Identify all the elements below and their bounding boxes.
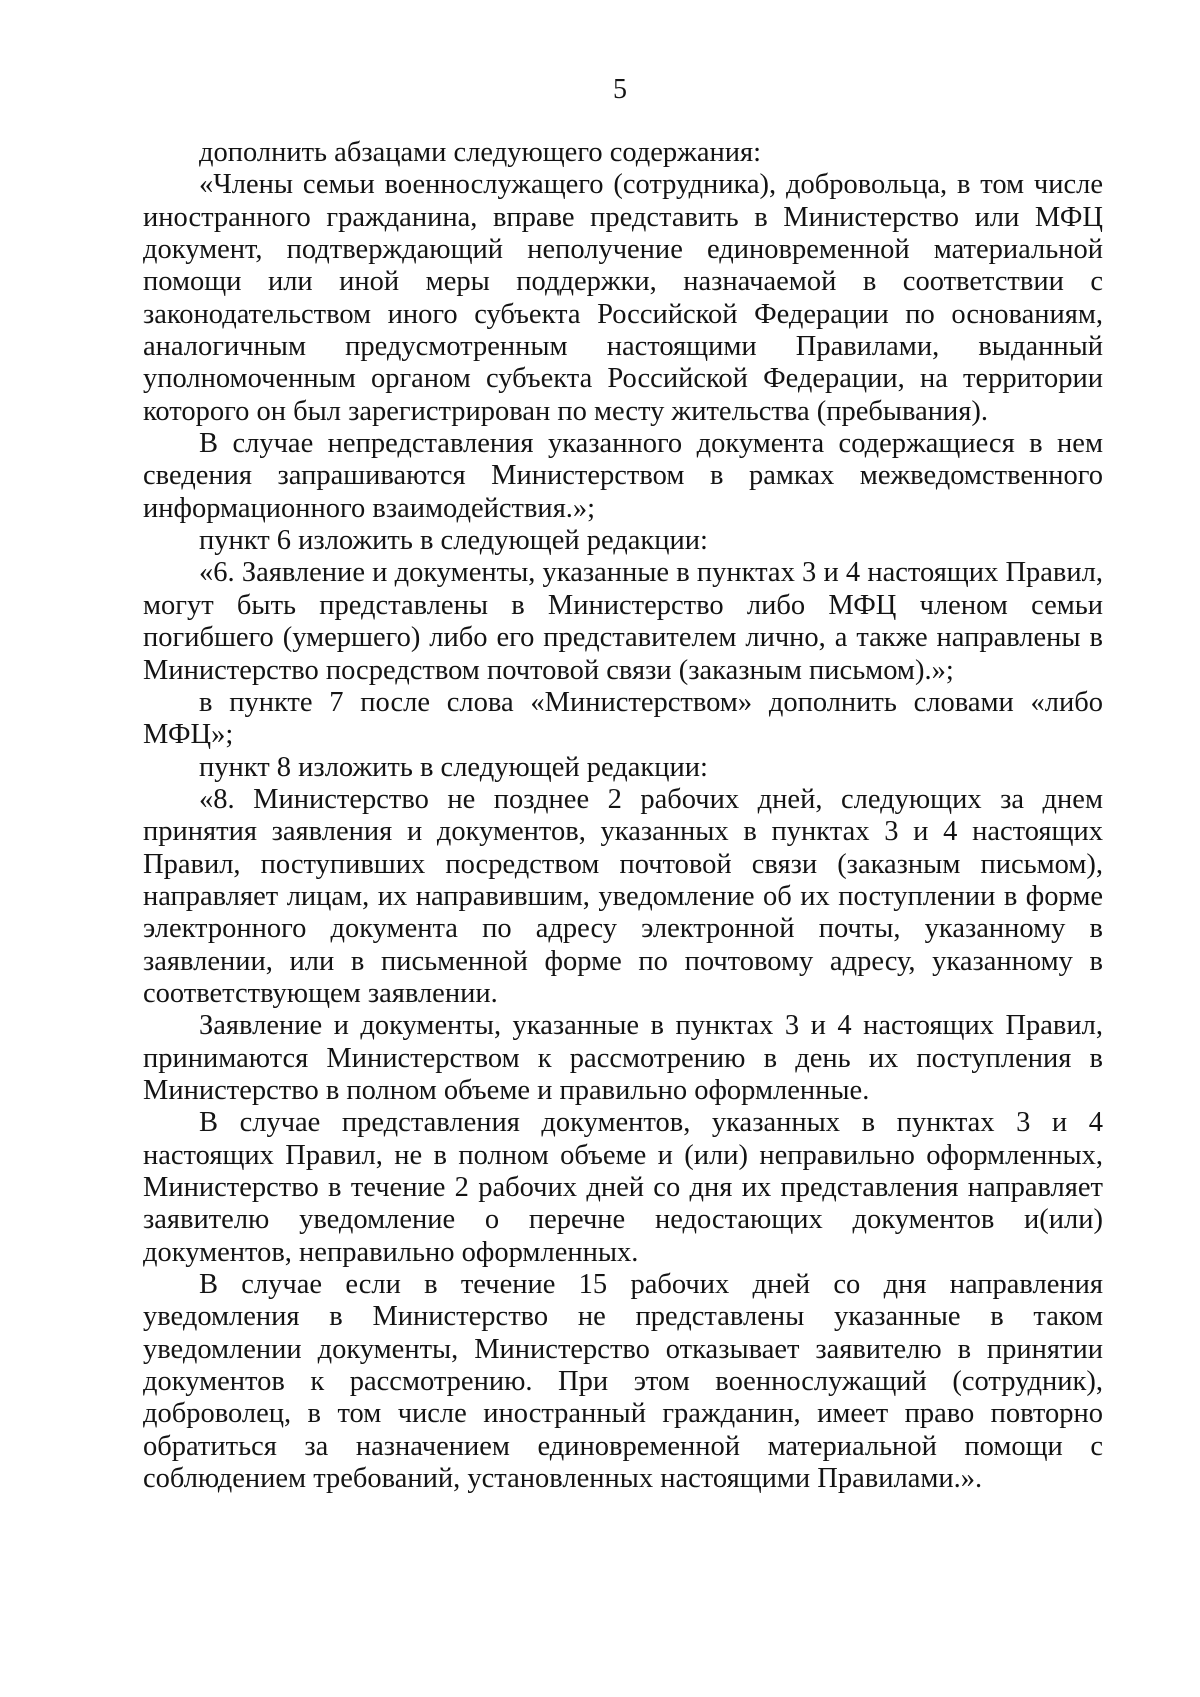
paragraph-2: «Члены семьи военнослужащего (сотрудника), добровольца, в том числе иностранного гражданина, вправе представить в Министерство или МФЦ документ, подтверждающий неполучение единовременной материальной помощи или иной меры поддержки, назначаемой в соответствии с законодательством иного субъекта Российской Федерации по основаниям, аналогичным предусмотренным настоящими Правилами, выданный уполномоченным органом субъекта Российской Федерации, на территории которого он был зарегистрирован по месту жительства (пребывания). <box>143 169 1103 427</box>
paragraph-5: «6. Заявление и документы, указанные в пунктах 3 и 4 настоящих Правил, могут быть представлены в Министерство либо МФЦ членом семьи погибшего (умершего) либо его представителем лично, а также направлены в Министерство посредством почтовой связи (заказным письмом).»; <box>143 557 1103 686</box>
paragraph-6: в пункте 7 после слова «Министерством» дополнить словами «либо МФЦ»; <box>143 686 1103 751</box>
paragraph-10: В случае представления документов, указанных в пунктах 3 и 4 настоящих Правил, не в полном объеме и (или) неправильно оформленных, Министерство в течение 2 рабочих дней со дня их представления направляет заявителю уведомление о перечне недостающих документов и(или) документов, неправильно оформленных. <box>143 1107 1103 1268</box>
paragraph-11: В случае если в течение 15 рабочих дней со дня направления уведомления в Министерство не представлены указанные в таком уведомлении документы, Министерство отказывает заявителю в принятии документов к рассмотрению. При этом военнослужащий (сотрудник), доброволец, в том числе иностранный гражданин, имеет право повторно обратиться за назначением единовременной материальной помощи с соблюдением требований, установленных настоящими Правилами.». <box>143 1269 1103 1495</box>
page-number: 5 <box>613 74 627 105</box>
document-body <box>143 137 1103 1495</box>
paragraph-1: дополнить абзацами следующего содержания: <box>199 137 762 168</box>
paragraph-4: пункт 6 изложить в следующей редакции: <box>199 525 708 557</box>
paragraph-9: Заявление и документы, указанные в пунктах 3 и 4 настоящих Правил, принимаются Министерством к рассмотрению в день их поступления в Министерство в полном объеме и правильно оформленные. <box>143 1010 1103 1106</box>
paragraph-7: пункт 8 изложить в следующей редакции: <box>199 751 708 783</box>
paragraph-8: «8. Министерство не позднее 2 рабочих дней, следующих за днем принятия заявления и документов, указанных в пунктах 3 и 4 настоящих Правил, поступивших посредством почтовой связи (заказным письмом), направляет лицам, их направившим, уведомление об их поступлении в форме электронного документа по адресу электронной почты, указанному в заявлении, или в письменной форме по почтовому адресу, указанному в соответствующем заявлении. <box>143 783 1103 1009</box>
paragraph-3: В случае непредставления указанного документа содержащиеся в нем сведения запрашиваются Министерством в рамках межведомственного информационного взаимодействия.»; <box>143 428 1103 524</box>
